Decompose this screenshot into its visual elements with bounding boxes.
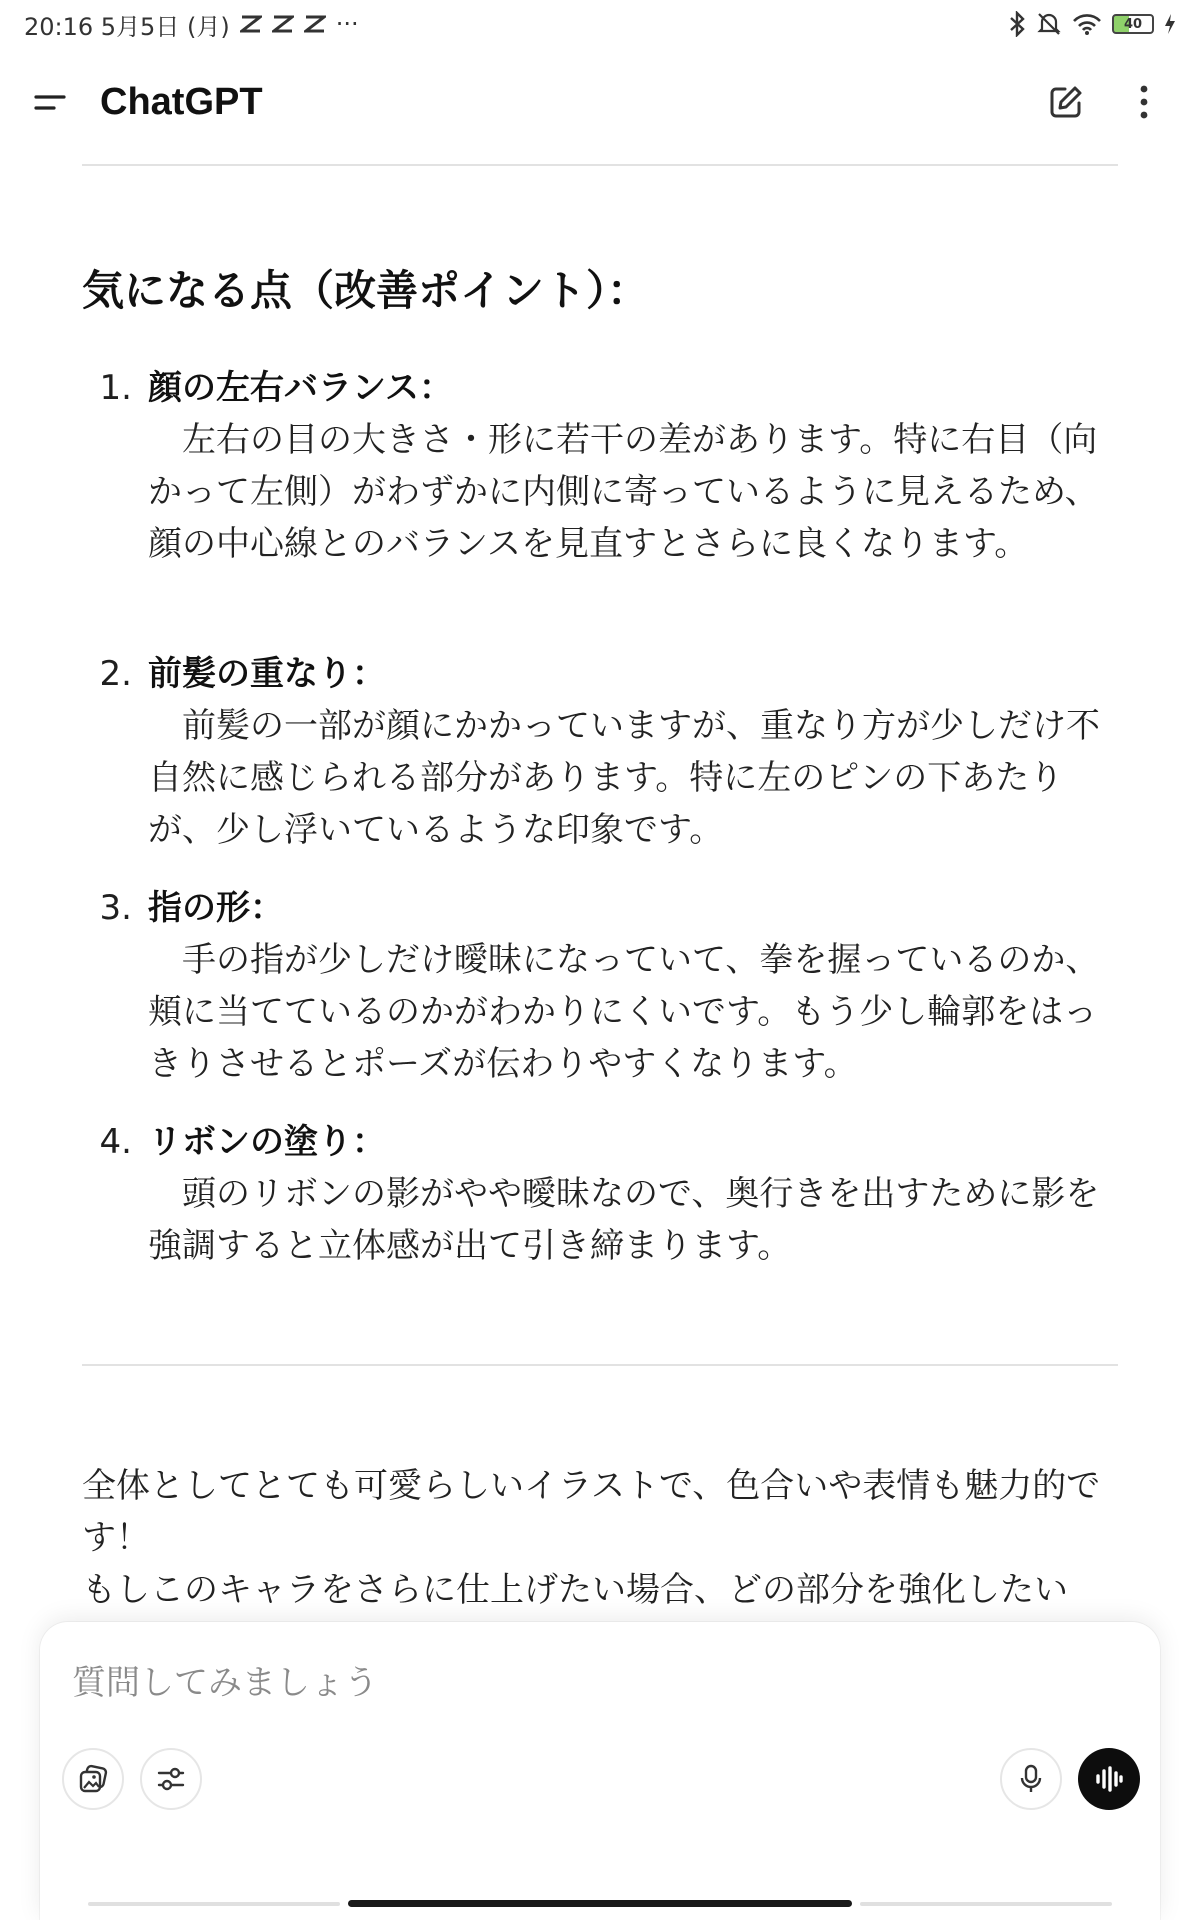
item-title: 前髪の重なり：: [148, 654, 386, 694]
list-item: [82, 362, 1122, 570]
message-input[interactable]: [70, 1652, 1074, 1714]
wifi-icon: [1072, 12, 1102, 36]
bluetooth-icon: [1008, 11, 1026, 37]
notification-app-icon: [240, 14, 262, 34]
more-vertical-icon: [1139, 84, 1149, 120]
charging-icon: [1164, 13, 1176, 35]
item-text: 左右の目の大きさ・形に若干の差があります。特に右目（向かって左側）がわずかに内側に寄っているように見えるため、顔の中心線とのバランスを見直すとさらに良くなります。: [148, 420, 1099, 564]
closing-line: もしこのキャラをさらに仕上げたい場合、どの部分を強化したい: [82, 1570, 1068, 1610]
closing-text: [82, 1460, 1118, 1616]
dictation-button[interactable]: [1000, 1748, 1062, 1810]
silent-bell-icon: [1036, 11, 1062, 37]
more-notifications-indicator: ···: [335, 10, 359, 38]
item-text: 手の指が少しだけ曖昧になっていて、拳を握っているのか、頬に当てているのかがわかりにくいです。もう少し輪郭をはっきりさせるとポーズが伝わりやすくなります。: [148, 940, 1100, 1084]
menu-button[interactable]: [28, 80, 72, 124]
list-item: [82, 882, 1122, 1090]
divider: [82, 1364, 1118, 1366]
microphone-icon: [1019, 1764, 1043, 1794]
sliders-icon: [156, 1765, 186, 1793]
home-indicator[interactable]: [348, 1900, 852, 1907]
item-title: 指の形：: [148, 888, 284, 928]
app-bar: [0, 48, 1200, 156]
notification-app-icon: [304, 14, 326, 34]
voice-mode-button[interactable]: [1078, 1748, 1140, 1810]
item-title: リボンの塗り：: [148, 1122, 386, 1162]
attach-image-button[interactable]: [62, 1748, 124, 1810]
list-number: 1.: [99, 368, 132, 408]
image-attach-icon: [77, 1763, 109, 1795]
voice-waveform-icon: [1093, 1765, 1125, 1793]
divider: [82, 164, 1118, 166]
item-title: 顔の左右バランス：: [148, 368, 453, 408]
list-item: [82, 648, 1122, 856]
list-number: 3.: [99, 888, 132, 928]
battery-indicator: 40: [1112, 14, 1154, 34]
list-item: [82, 1116, 1122, 1272]
scroll-track: [88, 1902, 340, 1906]
closing-line: 全体としてとても可愛らしいイラストで、色合いや表情も魅力的です！: [82, 1466, 1101, 1558]
edit-icon: [1047, 83, 1085, 121]
status-right: [1008, 11, 1176, 37]
menu-icon: [32, 90, 68, 114]
app-title: ChatGPT: [100, 80, 263, 123]
status-time-date: 20:16 5月5日 (月): [24, 12, 230, 41]
item-text: 頭のリボンの影がやや曖昧なので、奥行きを出すために影を強調すると立体感が出て引き締まります。: [148, 1174, 1100, 1266]
list-number: 4.: [99, 1122, 132, 1162]
item-text: 前髪の一部が顔にかかっていますが、重なり方が少しだけ不自然に感じられる部分があります。特に左のピンの下あたりが、少し浮いているような印象です。: [148, 706, 1100, 850]
status-left: [24, 7, 359, 42]
composer: [40, 1622, 1160, 1920]
new-chat-button[interactable]: [1038, 74, 1094, 130]
notification-app-icon: [272, 14, 294, 34]
scroll-track: [860, 1902, 1112, 1906]
more-options-button[interactable]: [1116, 74, 1172, 130]
tools-button[interactable]: [140, 1748, 202, 1810]
status-bar: [0, 0, 1200, 48]
list-number: 2.: [99, 654, 132, 694]
section-heading: 気になる点（改善ポイント）：: [82, 266, 650, 315]
